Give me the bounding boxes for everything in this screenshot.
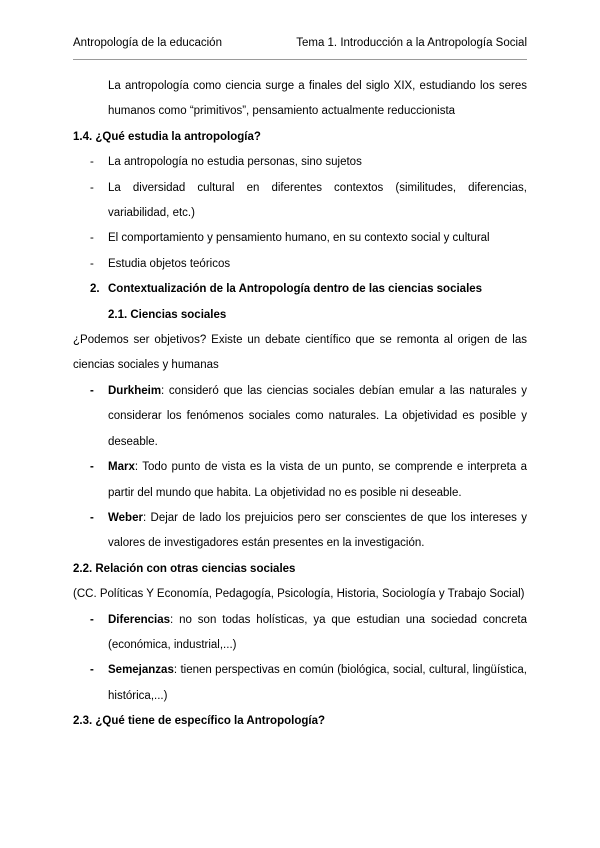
page-header xyxy=(73,36,527,50)
list-relations xyxy=(73,608,527,710)
bullet-dash: - xyxy=(90,613,94,626)
list-item-text xyxy=(108,658,527,709)
section-heading-2-3: 2.3. ¿Qué tiene de específico la Antropología? xyxy=(73,715,325,728)
section-heading-1-4: 1.4. ¿Qué estudia la antropología? xyxy=(73,130,261,143)
section-2-2-paragraph: (CC. Políticas Y Economía, Pedagogía, Psicología, Historia, Sociología y Trabajo Social) xyxy=(73,588,525,601)
list-item-text: El comportamiento y pensamiento humano, en su contexto social y cultural xyxy=(108,232,490,245)
term-description: : no son todas holísticas, ya que estudian una sociedad concreta (económica, industrial,...) xyxy=(108,613,527,651)
list-item xyxy=(73,506,527,557)
bullet-dash: - xyxy=(90,156,94,169)
bullet-dash: - xyxy=(90,511,94,524)
list-what-anthropology-studies xyxy=(73,150,527,277)
term-description: : tienen perspectivas en común (biológica, social, cultural, lingüística, histórica,...) xyxy=(108,664,527,702)
bullet-dash: - xyxy=(90,461,94,474)
list-item xyxy=(73,379,527,455)
bullet-dash: - xyxy=(90,181,94,194)
list-item xyxy=(73,226,527,251)
section-title: Contextualización de la Antropología dentro de las ciencias sociales xyxy=(108,283,483,296)
section-heading-2 xyxy=(73,277,527,302)
section-heading-2-1: 2.1. Ciencias sociales xyxy=(108,308,227,321)
bullet-dash: - xyxy=(90,257,94,270)
header-divider xyxy=(73,59,527,60)
intro-paragraph: La antropología como ciencia surge a finales del siglo XIX, estudiando los seres humanos como “primitivos”, pensamiento actualmente reduccionista xyxy=(108,80,527,118)
list-item xyxy=(73,252,527,277)
bullet-dash: - xyxy=(90,232,94,245)
header-course-title: Antropología de la educación xyxy=(73,37,222,49)
term-semejanzas: Semejanzas xyxy=(108,664,174,677)
term-diferencias: Diferencias xyxy=(108,613,171,626)
term-description: : Dejar de lado los prejuicios pero ser conscientes de que los intereses y valores de investigadores están presentes en la investigación. xyxy=(108,511,527,550)
list-item-text xyxy=(108,608,527,659)
list-item xyxy=(73,455,527,506)
header-topic-title: Tema 1. Introducción a la Antropología Social xyxy=(296,37,527,49)
section-number: 2. xyxy=(90,283,100,296)
bullet-dash: - xyxy=(90,664,94,677)
bullet-dash: - xyxy=(90,384,94,397)
term-description: : consideró que las ciencias sociales debían emular a las naturales y considerar los fenómenos sociales como naturales. La objetividad es posible y deseable. xyxy=(108,384,527,448)
term-durkheim: Durkheim xyxy=(108,384,162,397)
document-body xyxy=(73,74,527,735)
list-item xyxy=(73,658,527,709)
list-item-text xyxy=(108,379,527,455)
term-description: : Todo punto de vista es la vista de un punto, se comprende e interpreta a partir del mundo que habita. La objetividad no es posible ni deseable. xyxy=(108,461,527,499)
list-item-text: La antropología no estudia personas, sino sujetos xyxy=(108,156,362,169)
term-marx: Marx xyxy=(108,461,135,474)
list-item xyxy=(73,608,527,659)
list-item-text: La diversidad cultural en diferentes contextos (similitudes, diferencias, variabilidad, etc.) xyxy=(108,181,527,220)
section-2-1-paragraph: ¿Podemos ser objetivos? Existe un debate científico que se remonta al origen de las ciencias sociales y humanas xyxy=(73,334,527,372)
list-item-text xyxy=(108,455,527,506)
list-item-text: Estudia objetos teóricos xyxy=(108,257,231,270)
list-item xyxy=(73,150,527,175)
list-item xyxy=(73,176,527,227)
term-weber: Weber xyxy=(108,511,143,524)
list-item-text xyxy=(108,506,527,557)
list-authors xyxy=(73,379,527,557)
section-heading-2-2: 2.2. Relación con otras ciencias sociales xyxy=(73,562,296,575)
